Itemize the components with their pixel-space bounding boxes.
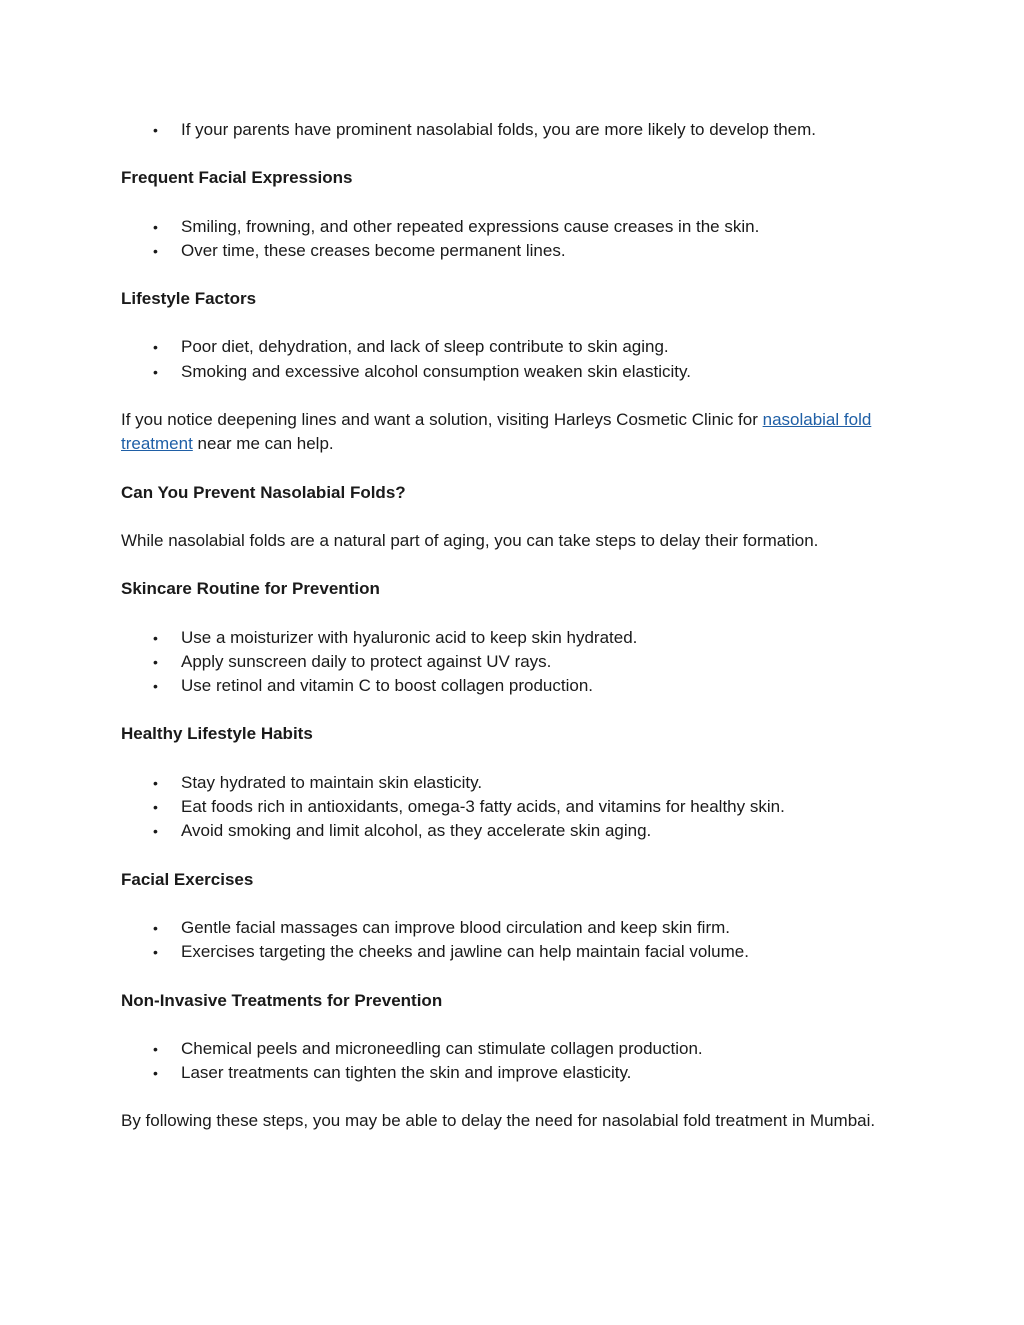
- list-item: • Gentle facial massages can improve blood circulation and keep skin firm.: [121, 916, 911, 940]
- list-item: • Smoking and excessive alcohol consumption weaken skin elasticity.: [121, 360, 911, 384]
- list-item: • Avoid smoking and limit alcohol, as they accelerate skin aging.: [121, 819, 911, 843]
- lifestyle-factors-list: [121, 335, 911, 384]
- list-item: • Exercises targeting the cheeks and jawline can help maintain facial volume.: [121, 940, 911, 964]
- cta-text-after: near me can help.: [192, 434, 334, 454]
- intro-bullet-list: [121, 118, 911, 142]
- list-item: • Use a moisturizer with hyaluronic acid to keep skin hydrated.: [121, 626, 911, 650]
- section-heading-non-invasive: Non-Invasive Treatments for Prevention: [121, 990, 443, 1010]
- healthy-habits-list: [121, 771, 911, 844]
- section-heading-prevent: Can You Prevent Nasolabial Folds?: [121, 482, 406, 502]
- list-item: • Use retinol and vitamin C to boost collagen production.: [121, 674, 911, 698]
- section-heading-skincare: Skincare Routine for Prevention: [121, 579, 380, 599]
- list-item: • Chemical peels and microneedling can stimulate collagen production.: [121, 1037, 911, 1061]
- section-heading-lifestyle-factors: Lifestyle Factors: [121, 289, 257, 309]
- facial-expressions-list: [121, 215, 911, 264]
- section-heading-facial-expressions: Frequent Facial Expressions: [121, 168, 353, 188]
- list-item: • Poor diet, dehydration, and lack of sleep contribute to skin aging.: [121, 335, 911, 359]
- list-item: • Apply sunscreen daily to protect against UV rays.: [121, 650, 911, 674]
- list-item: • Laser treatments can tighten the skin and improve elasticity.: [121, 1061, 911, 1085]
- cta-text-before: If you notice deepening lines and want a solution, visiting Harleys Cosmetic Clinic for: [121, 410, 763, 430]
- section-heading-facial-exercises: Facial Exercises: [121, 869, 254, 889]
- list-item: • Eat foods rich in antioxidants, omega-3 fatty acids, and vitamins for healthy skin.: [121, 795, 911, 819]
- prevent-paragraph: While nasolabial folds are a natural part of aging, you can take steps to delay their formation.: [121, 530, 819, 550]
- skincare-list: [121, 626, 911, 699]
- list-item: • If your parents have prominent nasolabial folds, you are more likely to develop them.: [121, 118, 911, 142]
- document-page: [121, 118, 911, 1134]
- list-item: • Over time, these creases become permanent lines.: [121, 239, 911, 263]
- cta-paragraph: [121, 408, 911, 457]
- facial-exercises-list: [121, 916, 911, 965]
- section-heading-healthy-habits: Healthy Lifestyle Habits: [121, 724, 313, 744]
- nasolabial-treatment-link[interactable]: nasolabial fold treatment: [121, 410, 872, 454]
- list-item: • Stay hydrated to maintain skin elasticity.: [121, 771, 911, 795]
- list-item: • Smiling, frowning, and other repeated expressions cause creases in the skin.: [121, 215, 911, 239]
- non-invasive-list: [121, 1037, 911, 1086]
- closing-paragraph: By following these steps, you may be able to delay the need for nasolabial fold treatment in Mumbai.: [121, 1111, 876, 1131]
